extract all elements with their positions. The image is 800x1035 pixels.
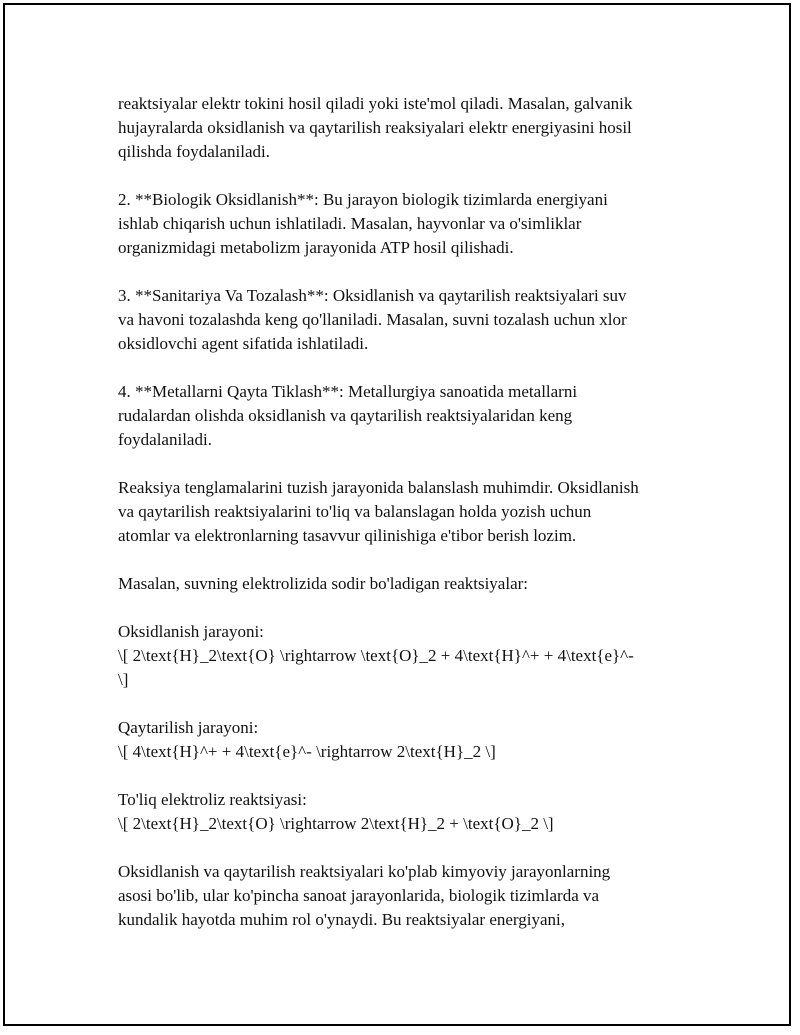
document-body (118, 92, 688, 956)
paragraph-metallarni-tiklash (118, 380, 688, 452)
paragraph-sanitariya-tozalash (118, 284, 688, 356)
text-line: 4. **Metallarni Qayta Tiklash**: Metallurgiya sanoatida metallarni (118, 382, 578, 401)
text-line: va havoni tozalashda keng qo'llaniladi. Masalan, suvni tozalash uchun xlor (118, 310, 627, 329)
paragraph-qaytarilish-equation (118, 716, 688, 764)
text-line: 2. **Biologik Oksidlanish**: Bu jarayon biologik tizimlarda energiyani (118, 190, 608, 209)
paragraph-toliq-elektroliz-equation (118, 788, 688, 836)
text-line: Reaksiya tenglamalarini tuzish jarayonida balanslash muhimdir. Oksidlanish (118, 478, 639, 497)
text-line: organizmidagi metabolizm jarayonida ATP hosil qilishadi. (118, 238, 514, 257)
text-line: Masalan, suvning elektrolizida sodir bo'ladigan reaktsiyalar: (118, 574, 529, 593)
text-line: hujayralarda oksidlanish va qaytarilish reaksiyalari elektr energiyasini hosil (118, 118, 632, 137)
paragraph-elektroliz-intro (118, 572, 688, 596)
equation-text: \[ 4\text{H}^+ + 4\text{e}^- \rightarrow 2\text{H}_2 \] (118, 742, 496, 761)
equation-text: \] (118, 670, 129, 689)
equation-text: \[ 2\text{H}_2\text{O} \rightarrow 2\text{H}_2 + \text{O}_2 \] (118, 814, 554, 833)
text-line: 3. **Sanitariya Va Tozalash**: Oksidlanish va qaytarilish reaktsiyalari suv (118, 286, 627, 305)
paragraph-intro (118, 92, 688, 164)
text-line: atomlar va elektronlarning tasavvur qilinishiga e'tibor berish lozim. (118, 526, 577, 545)
text-line: reaktsiyalar elektr tokini hosil qiladi yoki iste'mol qiladi. Masalan, galvanik (118, 94, 633, 113)
text-line: Oksidlanish va qaytarilish reaktsiyalari ko'plab kimyoviy jarayonlarning (118, 862, 611, 881)
text-line: asosi bo'lib, ular ko'pincha sanoat jarayonlarida, biologik tizimlarda va (118, 886, 600, 905)
equation-label: Qaytarilish jarayoni: (118, 718, 259, 737)
paragraph-oksidlanish-equation (118, 620, 688, 692)
equation-text: \[ 2\text{H}_2\text{O} \rightarrow \text{O}_2 + 4\text{H}^+ + 4\text{e}^- (118, 646, 634, 665)
text-line: foydalaniladi. (118, 430, 212, 449)
text-line: kundalik hayotda muhim rol o'ynaydi. Bu reaktsiyalar energiyani, (118, 910, 566, 929)
text-line: qilishda foydalaniladi. (118, 142, 271, 161)
text-line: rudalardan olishda oksidlanish va qaytarilish reaktsiyalaridan keng (118, 406, 573, 425)
text-line: va qaytarilish reaktsiyalarini to'liq va balanslagan holda yozish uchun (118, 502, 592, 521)
equation-label: Oksidlanish jarayoni: (118, 622, 264, 641)
paragraph-biologik-oksidlanish (118, 188, 688, 260)
equation-label: To'liq elektroliz reaktsiyasi: (118, 790, 307, 809)
text-line: oksidlovchi agent sifatida ishlatiladi. (118, 334, 369, 353)
text-line: ishlab chiqarish uchun ishlatiladi. Masalan, hayvonlar va o'simliklar (118, 214, 582, 233)
paragraph-conclusion (118, 860, 688, 932)
paragraph-balanslash (118, 476, 688, 548)
